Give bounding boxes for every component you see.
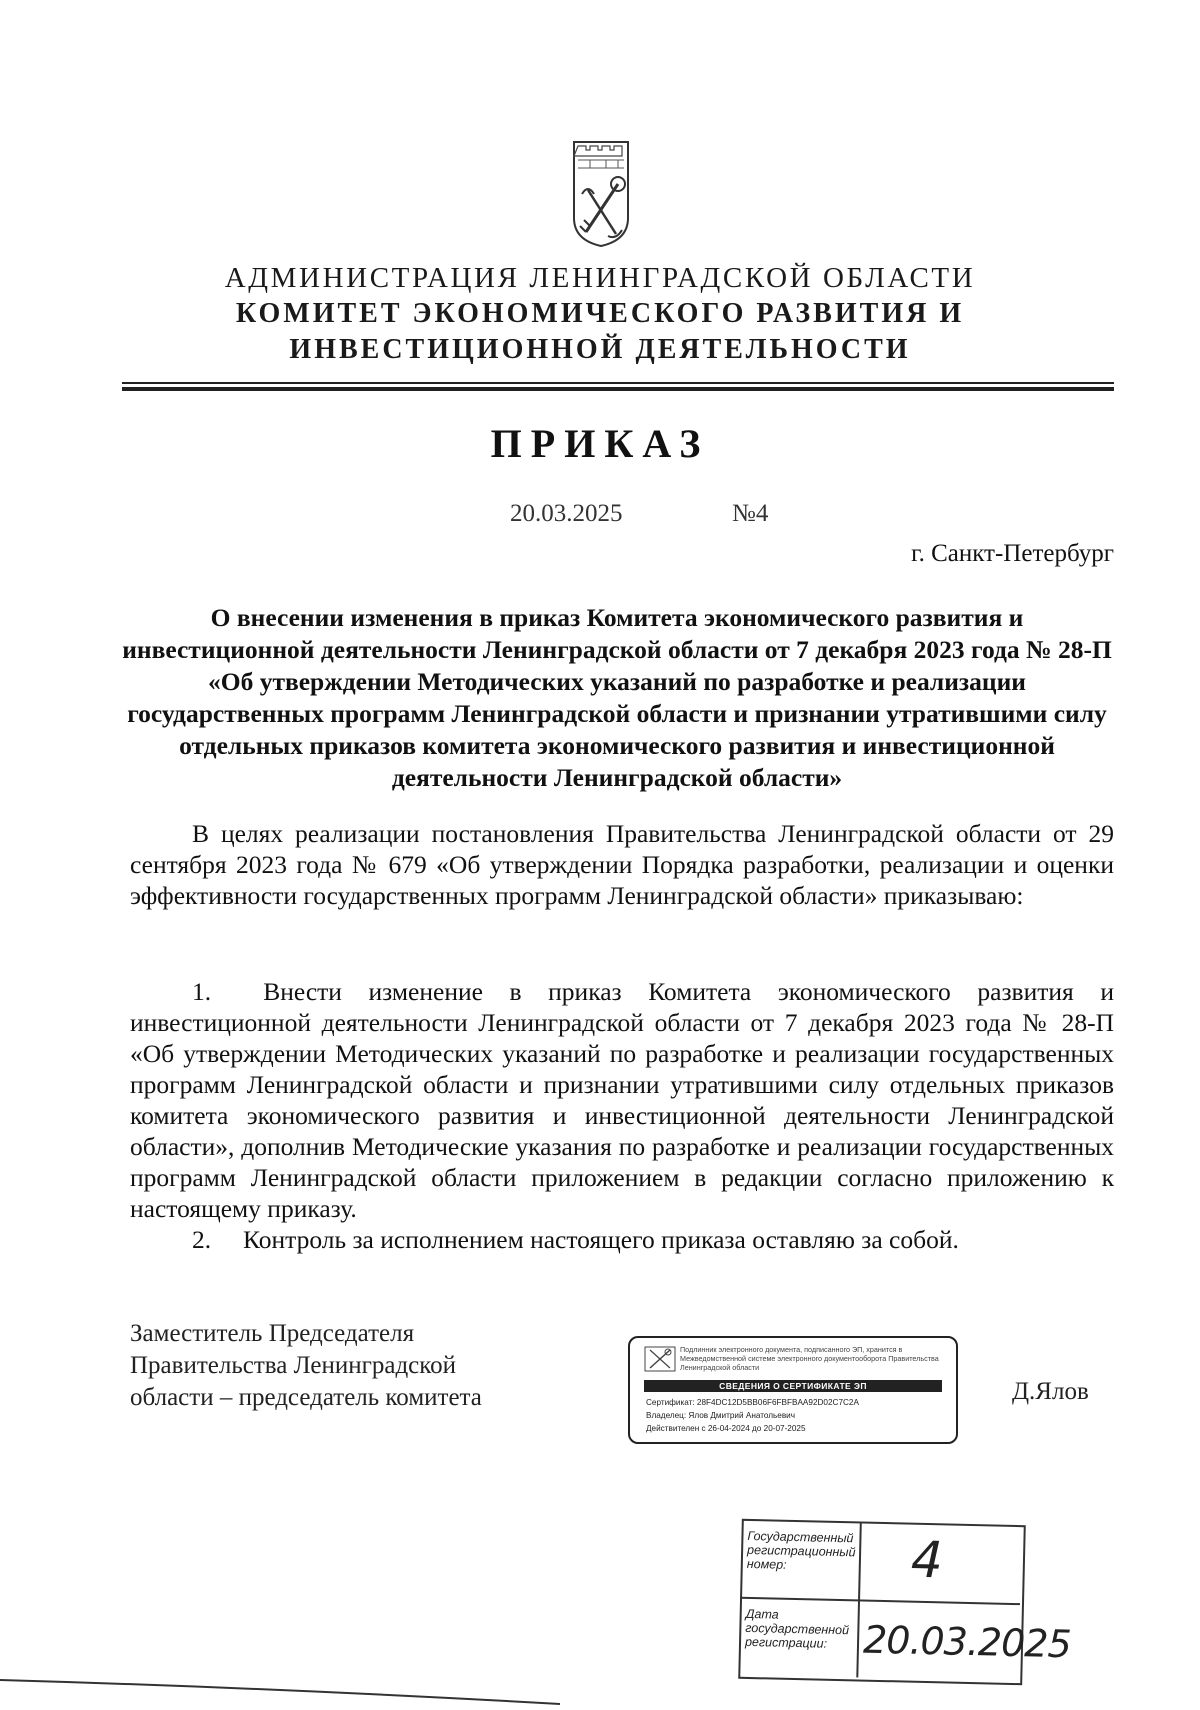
order-item-2: 2. Контроль за исполнением настоящего приказа оставляю за собой. xyxy=(192,1225,959,1254)
certificate-note: Подлинник электронного документа, подписанного ЭП, хранится в Межведомственной системе электронного документооборота Правительства Ленинградской области xyxy=(680,1345,939,1372)
order-item-1: 1. Внести изменение в приказ Комитета экономического развития и инвестиционной деятельности Ленинградской области от 7 декабря 2023 года № 28-П «Об утверждении Методических указаний по разработке и реализации государственных программ Ленинградской области и признании утратившими силу отдельных приказов комитета экономического развития и инвестиционной деятельности Ленинградской области», дополнив Методические указания по разработке и реализации государственных программ Ленинградской области приложением в редакции согласно приложению к настоящему приказу. xyxy=(130,977,1114,1223)
certificate-owner: Владелец: Ялов Дмитрий Анатольевич xyxy=(646,1411,796,1420)
signatory-position xyxy=(130,1318,482,1414)
certificate-validity: Действителен с 26-04-2024 до 20-07-2025 xyxy=(646,1424,806,1433)
document-number: №4 xyxy=(732,500,769,527)
preamble-paragraph: В целях реализации постановления Правительства Ленинградской области от 29 сентября 2023 года № 679 «Об утверждении Порядка разработки, реализации и оценки эффективности государственных программ Ленинградской области» приказываю: xyxy=(130,819,1114,910)
certificate-emblem-icon xyxy=(644,1346,676,1372)
scan-artifact-line xyxy=(0,1670,560,1710)
signatory-position-line: Правительства Ленинградской xyxy=(130,1352,457,1379)
document-subject: О внесении изменения в приказ Комитета экономического развития и инвестиционной деятельности Ленинградской области от 7 декабря 2023 года № 28-П «Об утверждении Методических указаний по разработке и реализации государственных программ Ленинградской области и признании утратившими силу отдельных приказов комитета экономического развития и инвестиционной деятельности Ленинградской области» xyxy=(122,603,1112,792)
registration-number-label: Государственный регистрационный номер: xyxy=(746,1528,856,1572)
signatory-position-line: области – председатель комитета xyxy=(130,1384,482,1411)
header-administration: АДМИНИСТРАЦИЯ ЛЕНИНГРАДСКОЙ ОБЛАСТИ xyxy=(224,262,976,294)
registration-date-value: 20.03.2025 xyxy=(862,1617,1072,1667)
registration-stamp xyxy=(738,1519,1072,1685)
document-city: г. Санкт-Петербург xyxy=(911,540,1114,567)
e-signature-certificate xyxy=(628,1336,958,1444)
signatory-name: Д.Ялов xyxy=(1012,1378,1089,1405)
registration-date-label: Дата государственной регистрации: xyxy=(744,1606,850,1651)
registration-number-value: 4 xyxy=(910,1530,944,1590)
header-divider-thick xyxy=(122,387,1114,391)
signatory-position-line: Заместитель Председателя xyxy=(130,1320,415,1347)
header-committee-line2: ИНВЕСТИЦИОННОЙ ДЕЯТЕЛЬНОСТИ xyxy=(289,334,911,365)
certificate-id: Сертификат: 28F4DC12D5BB06F6FBFBAA92D02C7C2A xyxy=(646,1398,859,1407)
header-committee-line1: КОМИТЕТ ЭКОНОМИЧЕСКОГО РАЗВИТИЯ И xyxy=(235,298,965,329)
coat-of-arms-icon xyxy=(572,140,630,248)
document-title: ПРИКАЗ xyxy=(490,421,710,466)
document-date: 20.03.2025 xyxy=(510,500,623,527)
certificate-heading: СВЕДЕНИЯ О СЕРТИФИКАТЕ ЭП xyxy=(644,1380,942,1392)
header-divider-thin xyxy=(122,382,1114,384)
